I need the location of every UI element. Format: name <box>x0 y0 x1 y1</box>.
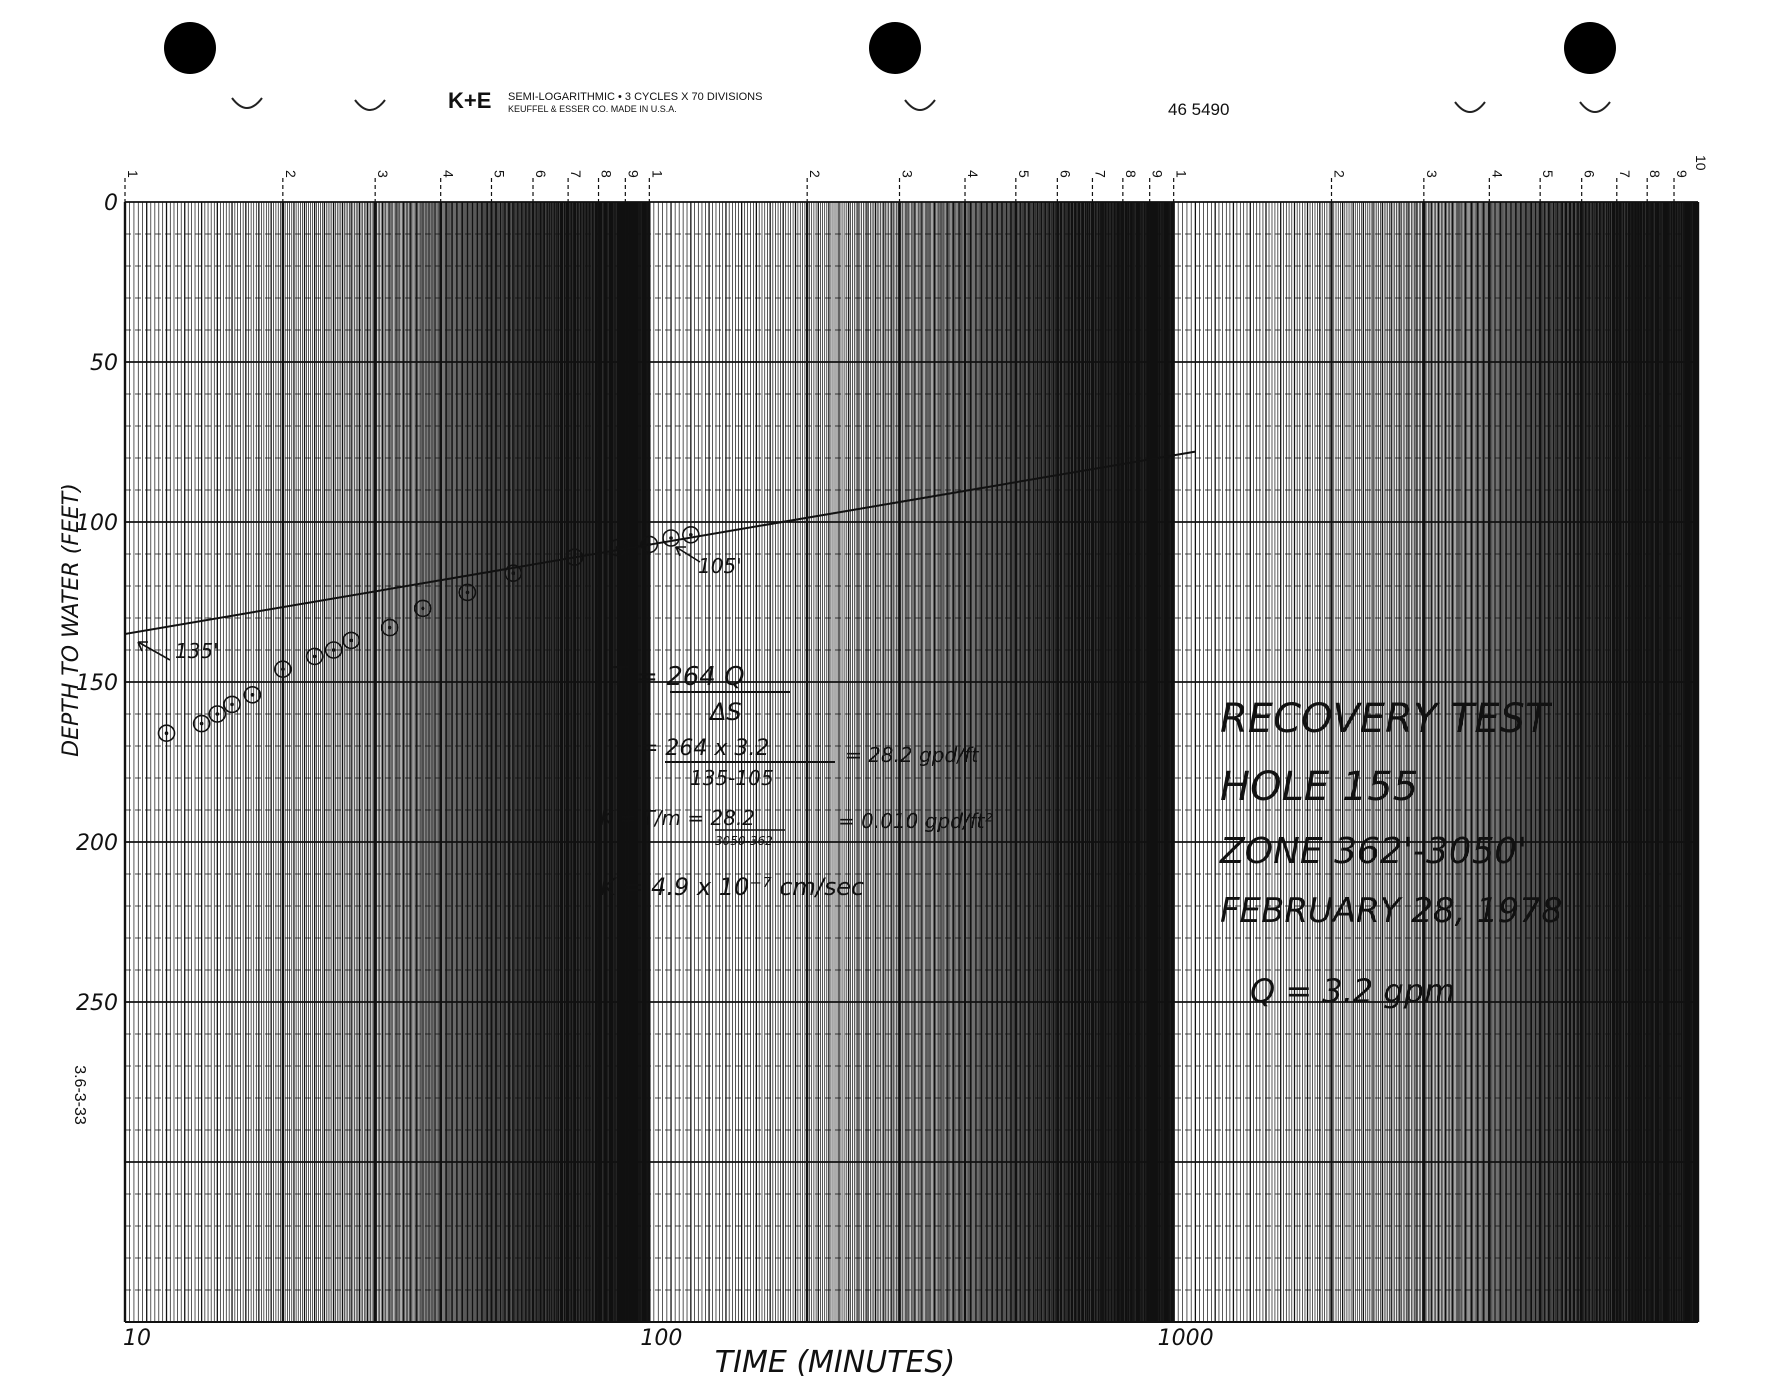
cycle-label: 6 <box>533 170 550 178</box>
calc-K2: K = 4.9 x 10⁻⁷ cm/sec <box>600 873 865 901</box>
title-line-3: ZONE 362'-3050' <box>1220 831 1528 872</box>
data-point-dot <box>689 533 693 537</box>
y-tick-label: 100 <box>76 511 118 536</box>
cycle-label: 5 <box>1540 170 1557 178</box>
y-tick-label: 250 <box>76 991 118 1016</box>
cycle-label: 8 <box>1647 170 1664 178</box>
cycle-label: 2 <box>1331 170 1348 178</box>
calc-K-res: = 0.010 gpd/ft² <box>838 809 993 833</box>
data-point-dot <box>216 712 220 716</box>
punch-hole-left <box>164 22 216 74</box>
data-point-dot <box>332 648 336 652</box>
cycle-label: 10 <box>1693 155 1709 171</box>
title-line-2: HOLE 155 <box>1220 764 1419 810</box>
data-point-dot <box>573 555 577 559</box>
cycle-label: 8 <box>598 170 615 178</box>
cycle-label: 3 <box>375 170 392 178</box>
x-tick-label: 10 <box>123 1326 151 1351</box>
cycle-label: 4 <box>965 170 982 178</box>
side-note: 3.6-3-33 <box>71 1065 88 1125</box>
data-point-dot <box>466 591 470 595</box>
data-point-dot <box>511 571 515 575</box>
data-point-dot <box>648 543 652 547</box>
cycle-labels <box>125 155 1709 202</box>
arrow-105 <box>676 547 700 562</box>
x-axis-label: TIME (MINUTES) <box>714 1345 956 1380</box>
calc-K-den: 3050-362 <box>715 834 773 848</box>
cycle-label: 6 <box>1057 170 1074 178</box>
cycle-label: 6 <box>1581 170 1598 178</box>
calc-K-eq: K = T/m = 28.2 <box>600 806 756 830</box>
calc-line2-den: 135-105 <box>690 766 774 790</box>
data-point-dot <box>313 655 317 659</box>
punch-hole-center <box>869 22 921 74</box>
brand-logo: K+E <box>448 88 492 113</box>
cycle-label: 2 <box>807 170 824 178</box>
y-tick-label: 200 <box>76 831 118 856</box>
title-line-5: Q = 3.2 gpm <box>1250 972 1456 1010</box>
cycle-label: 3 <box>1423 170 1440 178</box>
paper-spec-line-2: KEUFFEL & ESSER CO. MADE IN U.S.A. <box>508 104 677 114</box>
cycle-label: 9 <box>625 170 642 178</box>
paper-number: 46 5490 <box>1168 100 1230 119</box>
cycle-label: 4 <box>440 170 457 178</box>
data-point-dot <box>281 667 285 671</box>
calc-line2-res: = 28.2 gpd/ft <box>845 743 979 767</box>
y-tick-label: 150 <box>76 671 118 696</box>
cycle-label: 7 <box>1092 170 1109 178</box>
label-105: 105' <box>698 554 742 578</box>
data-point <box>244 687 260 703</box>
cycle-label: 5 <box>491 170 508 178</box>
cycle-label: 1 <box>649 170 666 178</box>
title-line-1: RECOVERY TEST <box>1220 696 1550 742</box>
y-tick-label: 0 <box>104 191 118 216</box>
x-tick-label: 100 <box>640 1326 683 1351</box>
data-point-dot <box>421 607 425 611</box>
cycle-label: 3 <box>899 170 916 178</box>
label-135: 135' <box>175 639 219 663</box>
data-point-dot <box>165 731 169 735</box>
data-point-dot <box>349 639 353 643</box>
cycle-label: 7 <box>1616 170 1633 178</box>
cycle-label: 9 <box>1674 170 1691 178</box>
data-point-dot <box>669 536 673 540</box>
cycle-label: 4 <box>1489 170 1506 178</box>
x-tick-labels <box>123 1326 1214 1351</box>
calc-T: T = 264 Q <box>612 662 745 692</box>
punch-hole-right <box>1564 22 1616 74</box>
cycle-label: 9 <box>1149 170 1166 178</box>
data-point-dot <box>616 546 620 550</box>
cycle-label: 7 <box>568 170 585 178</box>
cycle-label: 2 <box>282 170 299 178</box>
cycle-label: 1 <box>125 170 141 178</box>
ring-marks <box>232 98 1610 112</box>
data-point-dot <box>230 703 234 707</box>
cycle-label: 5 <box>1015 170 1032 178</box>
calc-T-den: ΔS <box>710 698 742 726</box>
cycle-label: 8 <box>1122 170 1139 178</box>
title-line-4: FEBRUARY 28, 1978 <box>1220 891 1563 931</box>
y-tick-label: 50 <box>90 351 118 376</box>
calc-line2-num: = 264 x 3.2 <box>640 736 770 761</box>
data-point-dot <box>200 722 204 726</box>
data-point-dot <box>388 626 392 630</box>
y-axis-label: DEPTH TO WATER (FEET) <box>59 483 84 757</box>
x-tick-label: 1000 <box>1157 1326 1214 1351</box>
cycle-label: 1 <box>1173 170 1190 178</box>
paper-spec-line-1: SEMI-LOGARITHMIC • 3 CYCLES X 70 DIVISIONS <box>508 91 763 103</box>
data-point-dot <box>251 693 255 697</box>
